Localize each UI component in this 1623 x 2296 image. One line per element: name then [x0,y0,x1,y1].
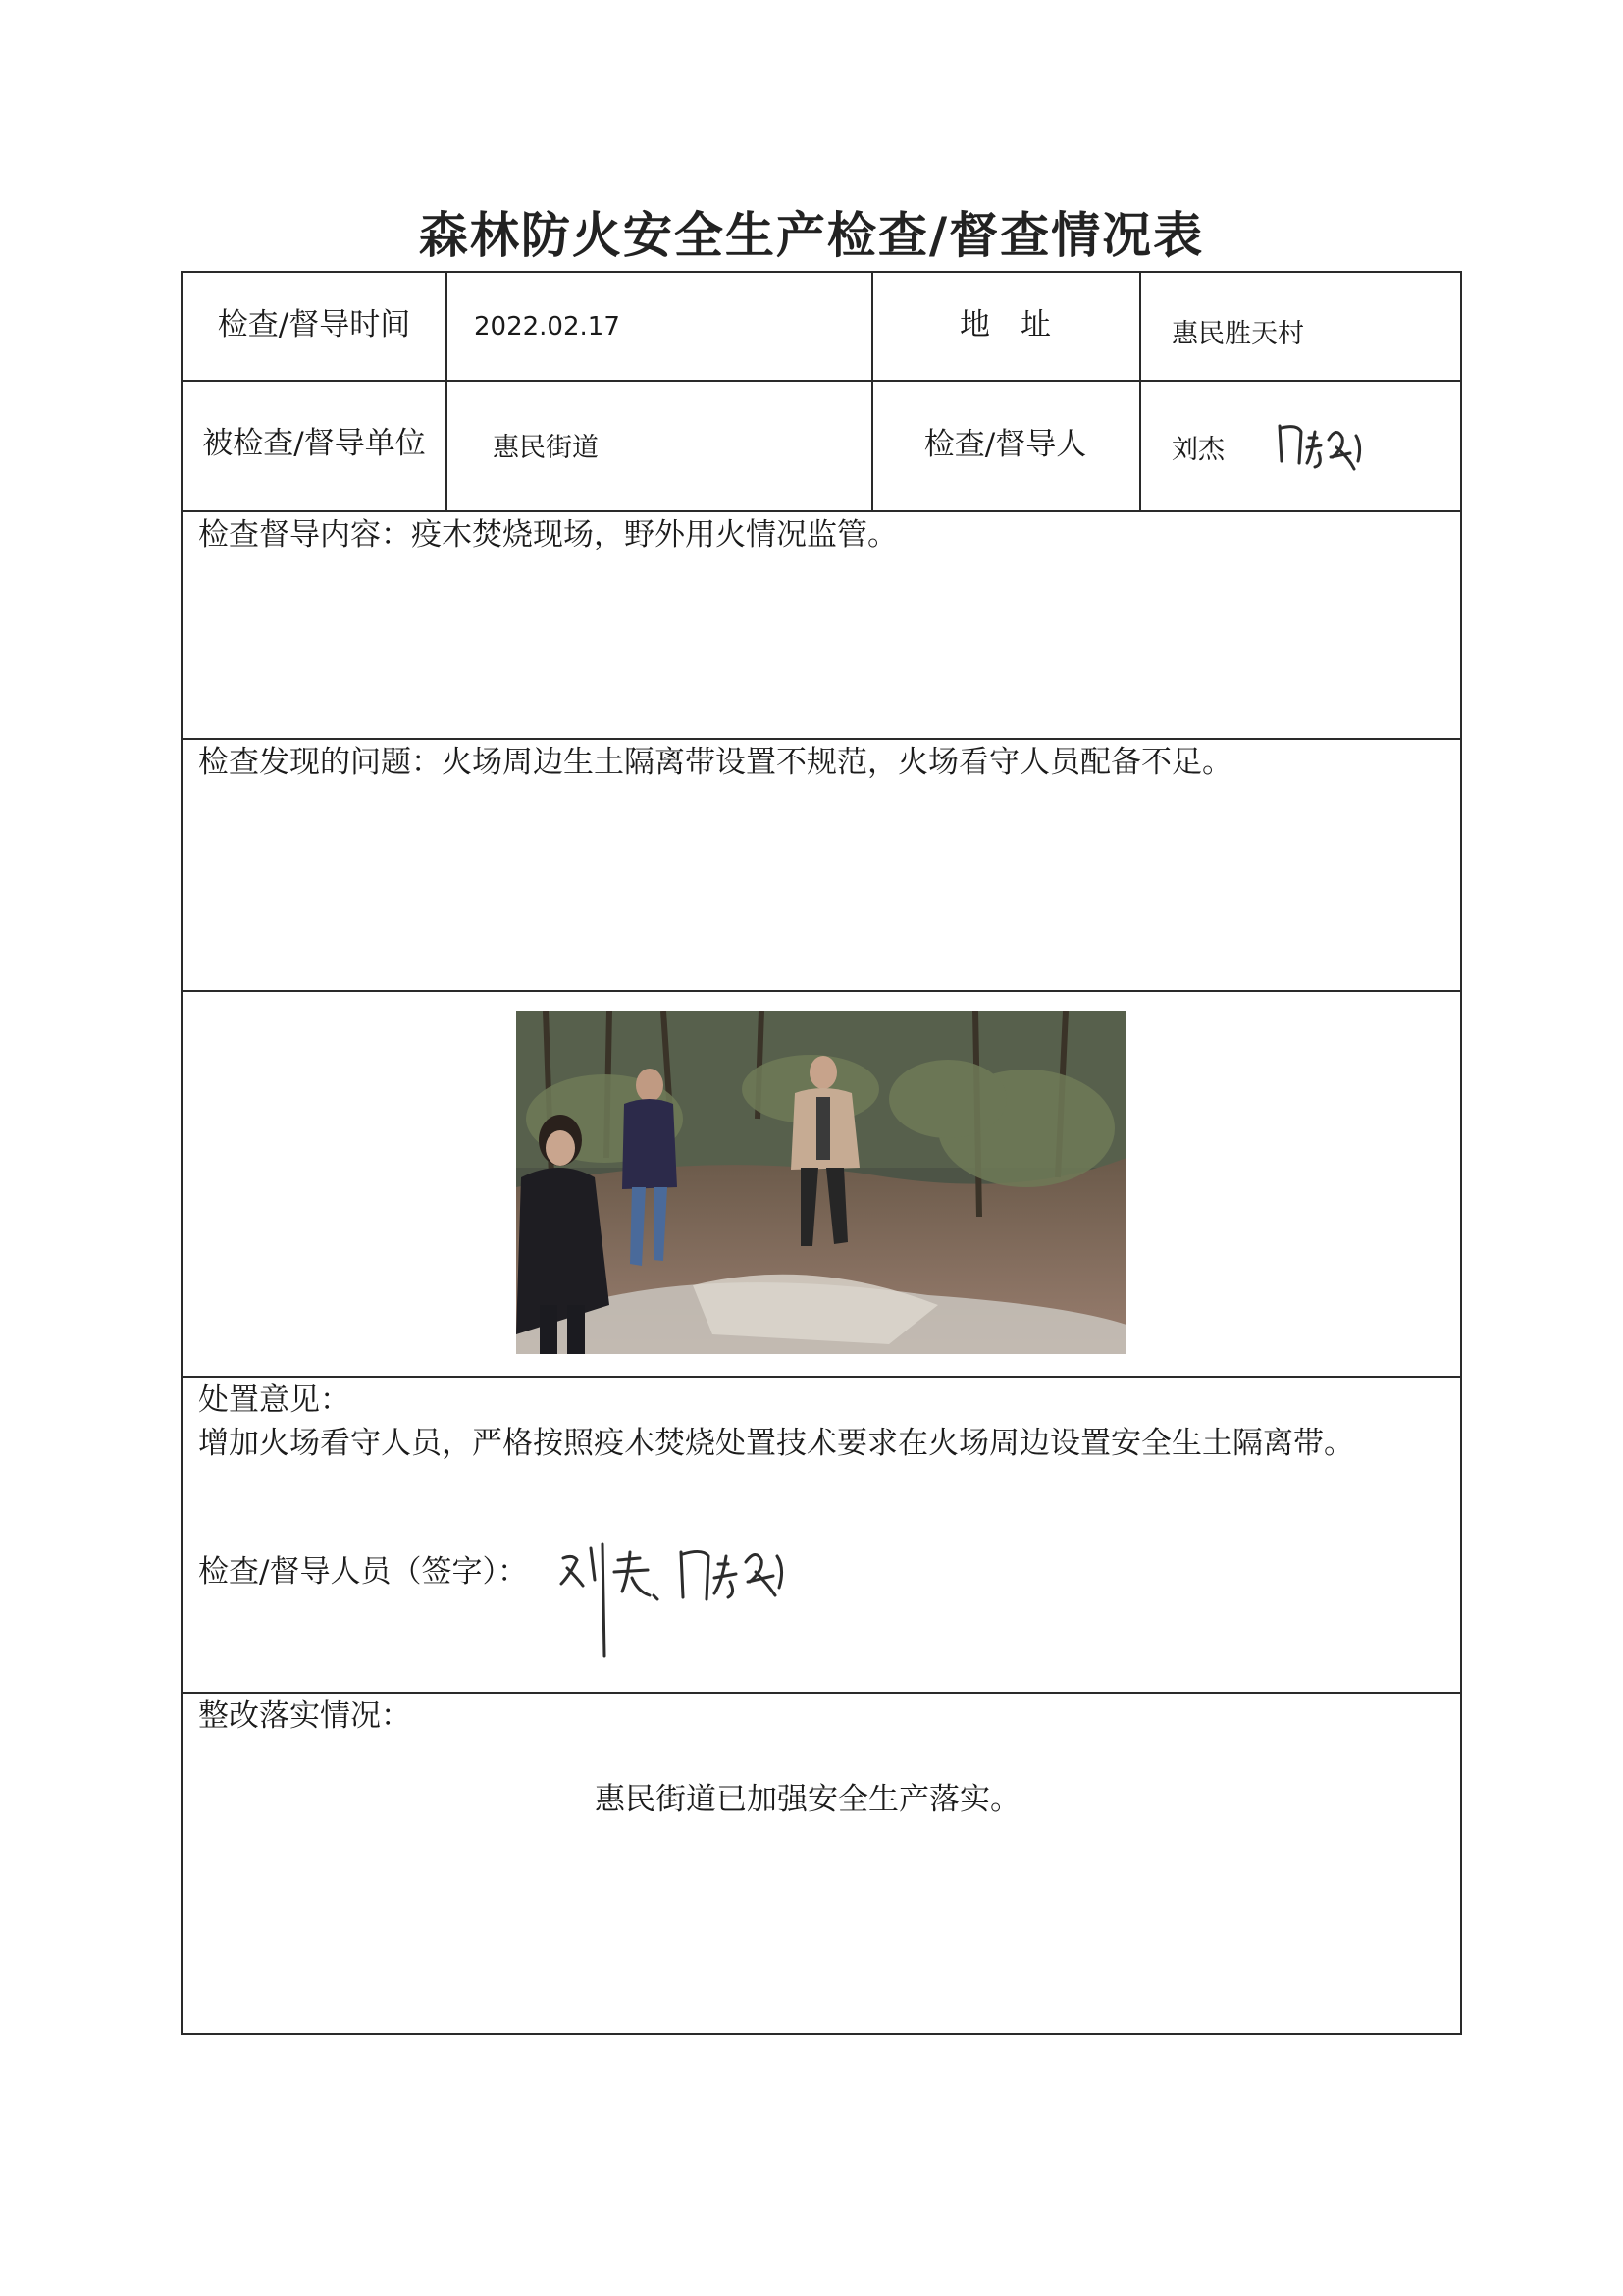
unit-label: 被检查/督导单位 [202,426,426,461]
inspector-signature [1272,418,1380,477]
site-photo [516,1011,1126,1354]
content-label: 检查督导内容： [198,517,411,552]
row-divider [183,510,1460,512]
rectification-text: 惠民街道已加强安全生产落实。 [595,1782,1021,1817]
inspectors-signature [555,1539,811,1666]
inspection-form [181,271,1462,2035]
address-value: 惠民胜天村 [1172,319,1304,349]
rectification-label: 整改落实情况： [198,1698,411,1734]
time-label: 检查/督导时间 [217,307,411,342]
row-divider [183,1376,1460,1378]
inspector-label: 检查/督导人 [923,427,1087,462]
content-text: 疫木焚烧现场，野外用火情况监管。 [411,517,898,552]
form-title: 森林防火安全生产检查/督查情况表 [418,207,1205,264]
disposal-opinion-label: 处置意见： [198,1383,350,1418]
row-divider [183,738,1460,740]
time-value: 2022.02.17 [474,312,620,341]
disposal-opinion-text: 增加火场看守人员，严格按照疫木焚烧处置技术要求在火场周边设置安全生土隔离带。 [198,1426,1354,1461]
problems-label: 检查发现的问题： [198,745,442,780]
problems-found [198,741,1232,784]
inspector-value: 刘杰 [1172,435,1225,465]
address-label: 地 址 [960,307,1051,342]
inspection-content [198,513,898,556]
signature-label: 检查/督导人员（签字）： [198,1554,528,1590]
column-divider [445,273,447,511]
unit-value: 惠民街道 [493,433,599,463]
row-divider [183,990,1460,992]
problems-text: 火场周边生土隔离带设置不规范，火场看守人员配备不足。 [442,745,1232,780]
column-divider [1139,273,1141,511]
row-divider [183,380,1460,382]
row-divider [183,1692,1460,1694]
